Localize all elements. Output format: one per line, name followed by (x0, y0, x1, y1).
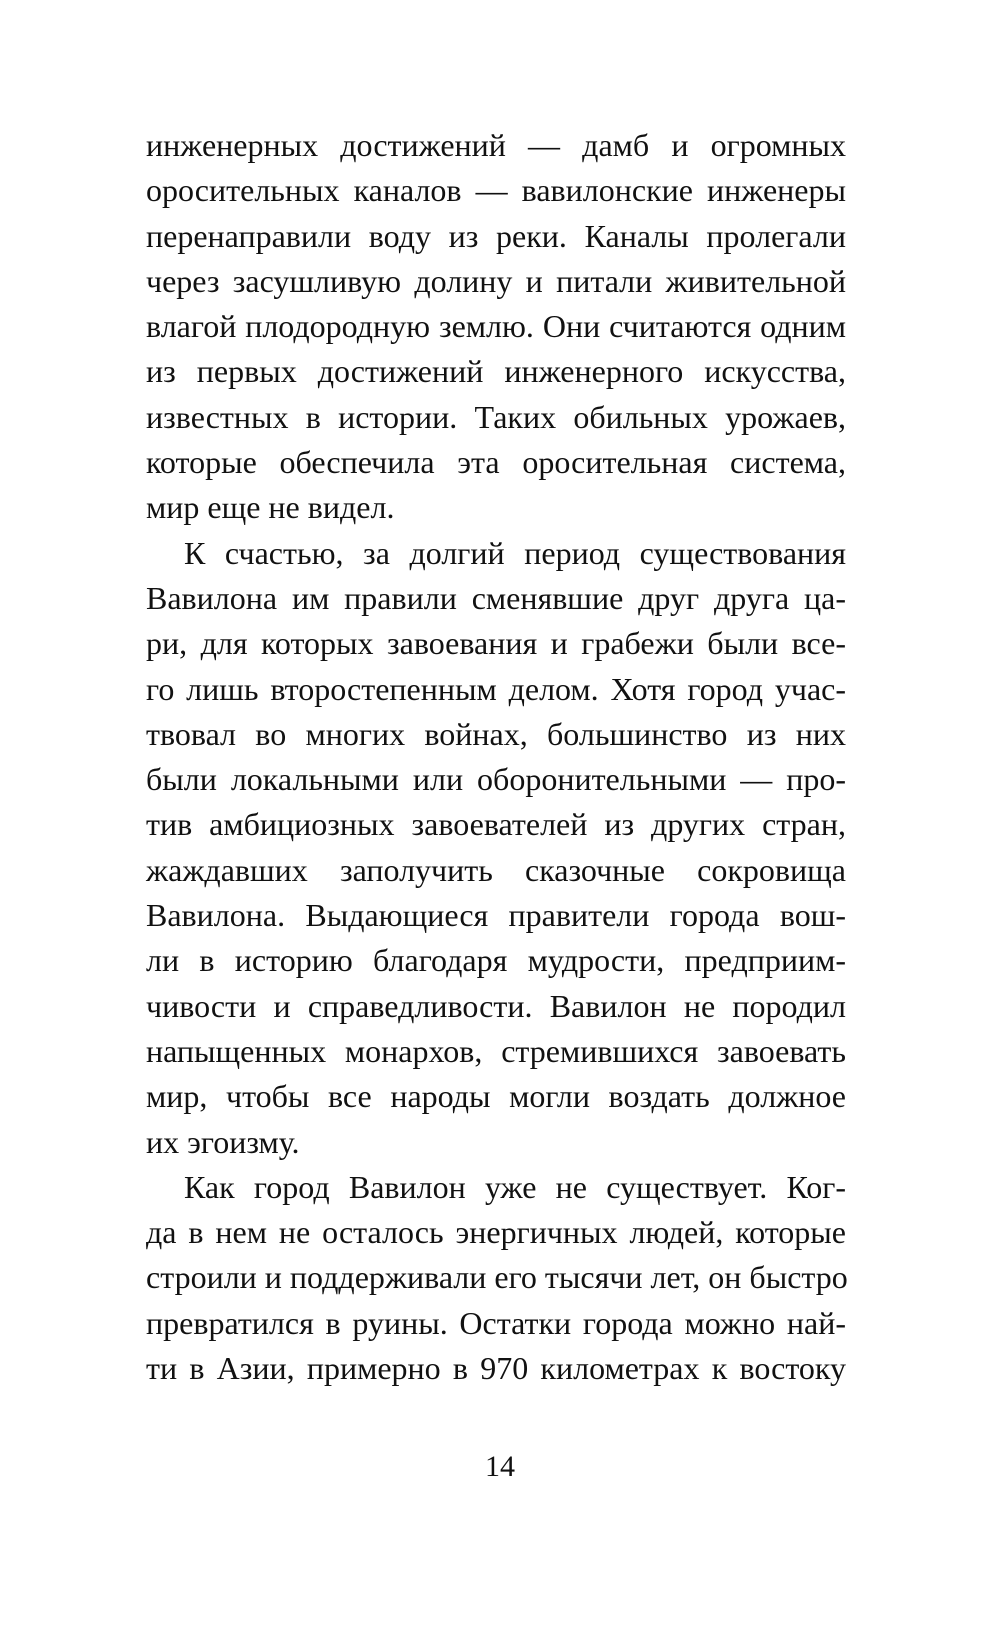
text-line: ри, для которых завоевания и грабежи были все- (146, 625, 846, 662)
text-line: Вавилона. Выдающиеся правители города вош- (146, 897, 846, 934)
text-line: да в нем не осталось энергичных людей, которые (146, 1214, 846, 1251)
paragraph-start-line: К счастью, за долгий период существования (184, 534, 846, 571)
page-number: 14 (485, 1450, 515, 1483)
paragraph-end-line: их эгоизму. (146, 1123, 300, 1160)
body-text (146, 123, 846, 1391)
text-line: ли в историю благодаря мудрости, предприим- (146, 942, 846, 979)
text-line: напыщенных монархов, стремившихся завоевать (146, 1032, 846, 1069)
text-line: влагой плодородную землю. Они считаются одним (146, 308, 846, 345)
text-line: перенаправили воду из реки. Каналы пролегали (146, 217, 846, 254)
text-line: которые обеспечила эта оросительная система, (146, 444, 846, 481)
paragraph-end-line: мир еще не видел. (146, 489, 395, 526)
paragraph-start-line: Как город Вавилон уже не существует. Ког- (184, 1168, 846, 1205)
text-line: жаждавших заполучить сказочные сокровища (146, 851, 846, 888)
text-line: строили и поддерживали его тысячи лет, он быстро (146, 1259, 848, 1296)
text-line: твовал во многих войнах, большинство из них (146, 715, 846, 752)
text-line: известных в истории. Таких обильных урожаев, (146, 398, 846, 435)
text-line: были локальными или оборонительными — про- (146, 761, 846, 798)
text-line: из первых достижений инженерного искусства, (146, 353, 846, 390)
text-line: мир, чтобы все народы могли воздать должное (146, 1078, 846, 1115)
text-line: Вавилона им правили сменявшие друг друга ца- (146, 579, 846, 616)
text-line: через засушливую долину и питали живительной (146, 262, 846, 299)
text-line: инженерных достижений — дамб и огромных (146, 127, 846, 163)
text-line: чивости и справедливости. Вавилон не породил (146, 987, 846, 1024)
text-line: ти в Азии, примерно в 970 километрах к востоку (146, 1350, 846, 1387)
text-line: оросительных каналов — вавилонские инженеры (146, 172, 846, 209)
text-line: го лишь второстепенным делом. Хотя город учас- (146, 670, 846, 707)
text-line: превратился в руины. Остатки города можно най- (146, 1304, 846, 1341)
text-line: тив амбициозных завоевателей из других стран, (146, 806, 846, 843)
